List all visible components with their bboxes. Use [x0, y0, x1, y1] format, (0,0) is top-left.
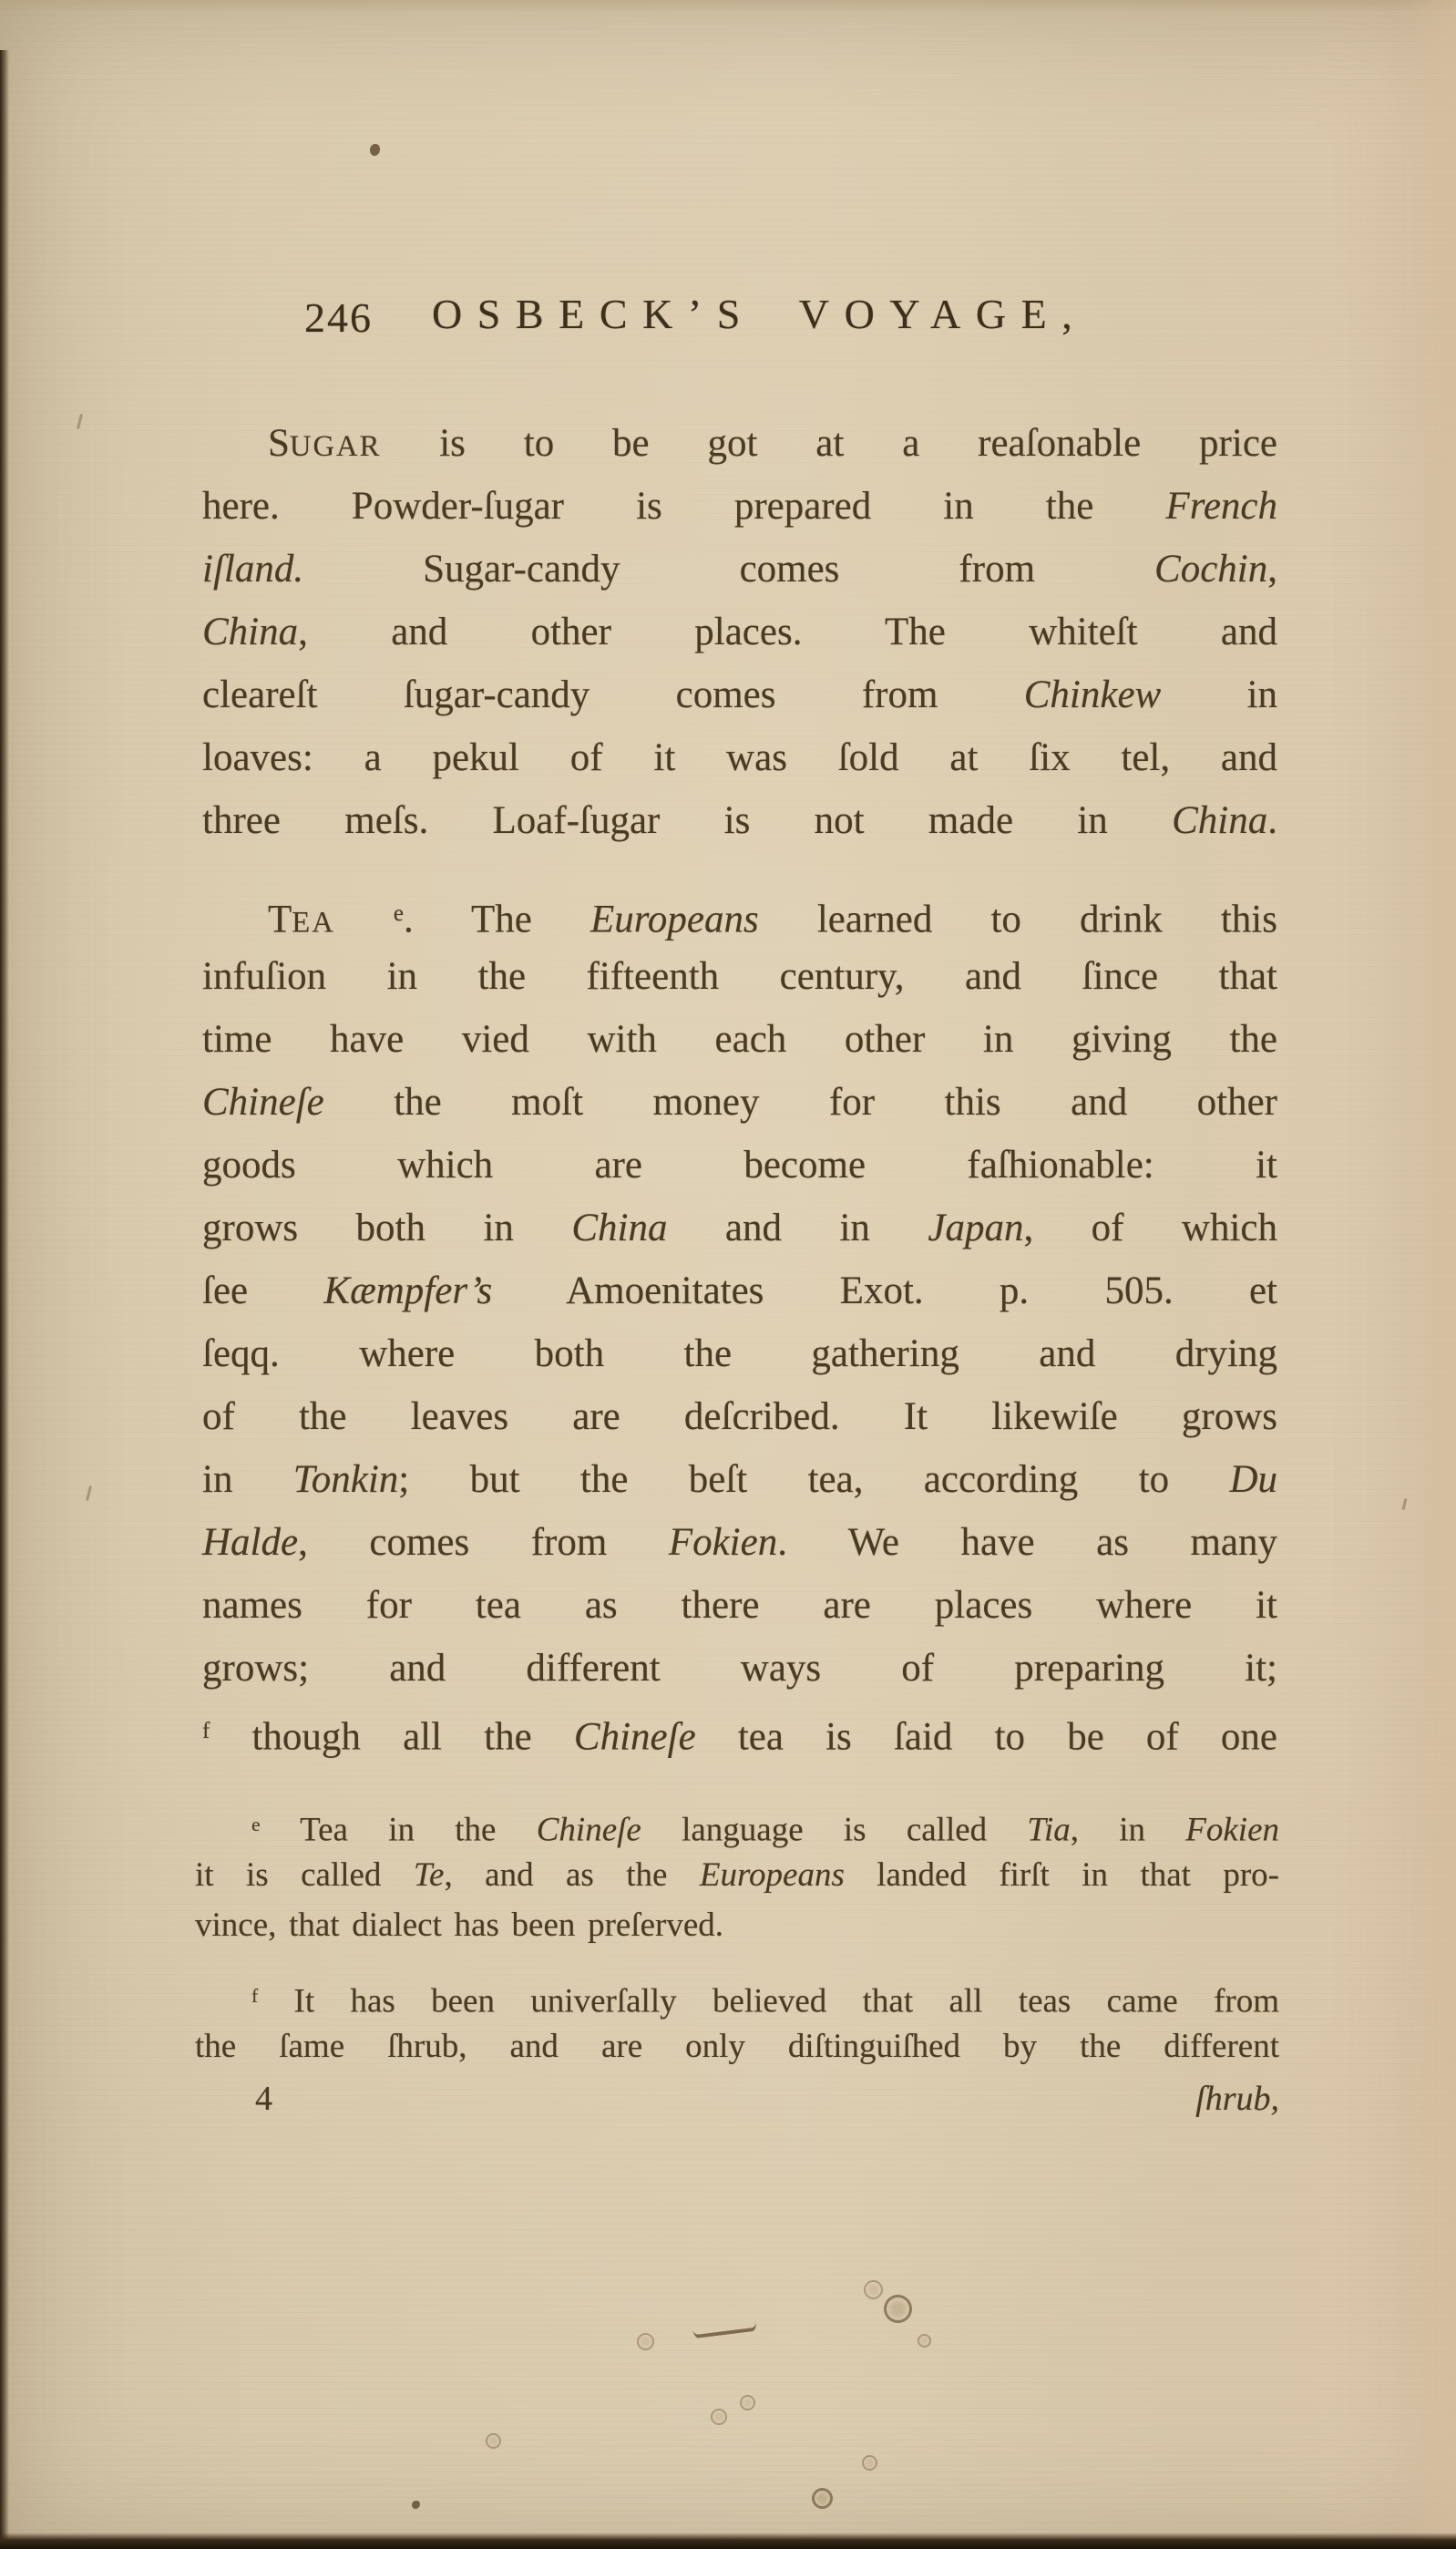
body-line: loaves: a pekul of it was ſold at ſix tel, and — [202, 736, 1277, 779]
body-line: iſland. Sugar-candy comes from Cochin, — [202, 548, 1277, 591]
paper-stain — [486, 2433, 501, 2449]
body-line: of the leaves are deſcribed. It likewiſe grows — [202, 1395, 1277, 1438]
paper-stain — [884, 2295, 912, 2323]
body-line: Chineſe the moſt money for this and other — [202, 1081, 1277, 1124]
footnote-f — [195, 1971, 1279, 2071]
body-line: in Tonkin; but the beſt tea, according to Du — [202, 1458, 1277, 1501]
running-title: OSBECK’S VOYAGE, — [432, 291, 1088, 337]
paper-stain — [812, 2488, 833, 2509]
paper-stain — [740, 2395, 755, 2410]
signature-row — [195, 2074, 1279, 2124]
paper-stain — [692, 2313, 757, 2338]
body-line: three meſs. Loaf-ſugar is not made in China. — [202, 799, 1277, 842]
body-line: names for tea as there are places where it — [202, 1584, 1277, 1627]
scan-edge-right — [1398, 0, 1456, 2549]
body-line: $^f$ though all the Chineſe tea is ſaid to be of one — [202, 1715, 1278, 1759]
body-line: TEA $^e$. The Europeans learned to drink this — [268, 898, 1277, 941]
signature-mark: 4 — [255, 2080, 272, 2118]
body-line: ſeqq. where both the gathering and drying — [202, 1332, 1277, 1375]
paper-stain — [918, 2334, 931, 2348]
body-line: Halde, comes from Fokien. We have as many — [202, 1521, 1277, 1564]
paper-stain — [711, 2409, 727, 2425]
scan-edge-top — [0, 0, 1456, 13]
paper-stain — [412, 2501, 420, 2509]
running-header — [202, 290, 1277, 348]
paper-stain — [864, 2280, 883, 2299]
body-line: China, and other places. The whiteſt and — [202, 611, 1277, 653]
paper-stain — [637, 2333, 654, 2350]
footnote-e — [195, 1800, 1279, 1950]
footnote-line: vince, that dialect has been preſerved. — [195, 1907, 724, 1944]
body-line: goods which are become faſhionable: it — [202, 1144, 1277, 1187]
paper-stain — [862, 2455, 877, 2471]
paragraph-sugar — [202, 412, 1277, 852]
body-line: ſee Kæmpfer’s Amoenitates Exot. p. 505. et — [202, 1269, 1277, 1312]
body-line: here. Powder-ſugar is prepared in the French — [202, 485, 1277, 528]
paper-stain — [77, 414, 83, 429]
scan-edge-bottom — [0, 2533, 1456, 2549]
body-line: grows; and different ways of preparing it; — [202, 1647, 1277, 1690]
body-line: infuſion in the fifteenth century, and ſince that — [202, 955, 1277, 998]
catchword: ſhrub, — [1195, 2080, 1279, 2118]
paragraph-tea — [202, 882, 1277, 1763]
footnote-line: $^f$ It has been univerſally believed that all teas came from — [251, 1982, 1279, 2020]
body-line: time have vied with each other in giving the — [202, 1018, 1277, 1061]
footnote-line: the ſame ſhrub, and are only diſtinguiſhed by the different — [195, 2028, 1279, 2065]
page-number: 246 — [304, 294, 373, 341]
body-line: grows both in China and in Japan, of which — [202, 1207, 1277, 1249]
body-line: cleareſt ſugar-candy comes from Chinkew in — [202, 673, 1278, 716]
paper-stain — [370, 144, 380, 156]
body-line: SUGAR is to be got at a reaſonable price — [268, 422, 1277, 465]
footnote-line: $^e$ Tea in the Chineſe language is called Tia, in Fokien — [251, 1811, 1280, 1849]
paper-stain — [86, 1485, 92, 1501]
scan-edge-left — [0, 50, 9, 2549]
footnote-line: it is called Te, and as the Europeans landed firſt in that pro- — [195, 1856, 1279, 1894]
